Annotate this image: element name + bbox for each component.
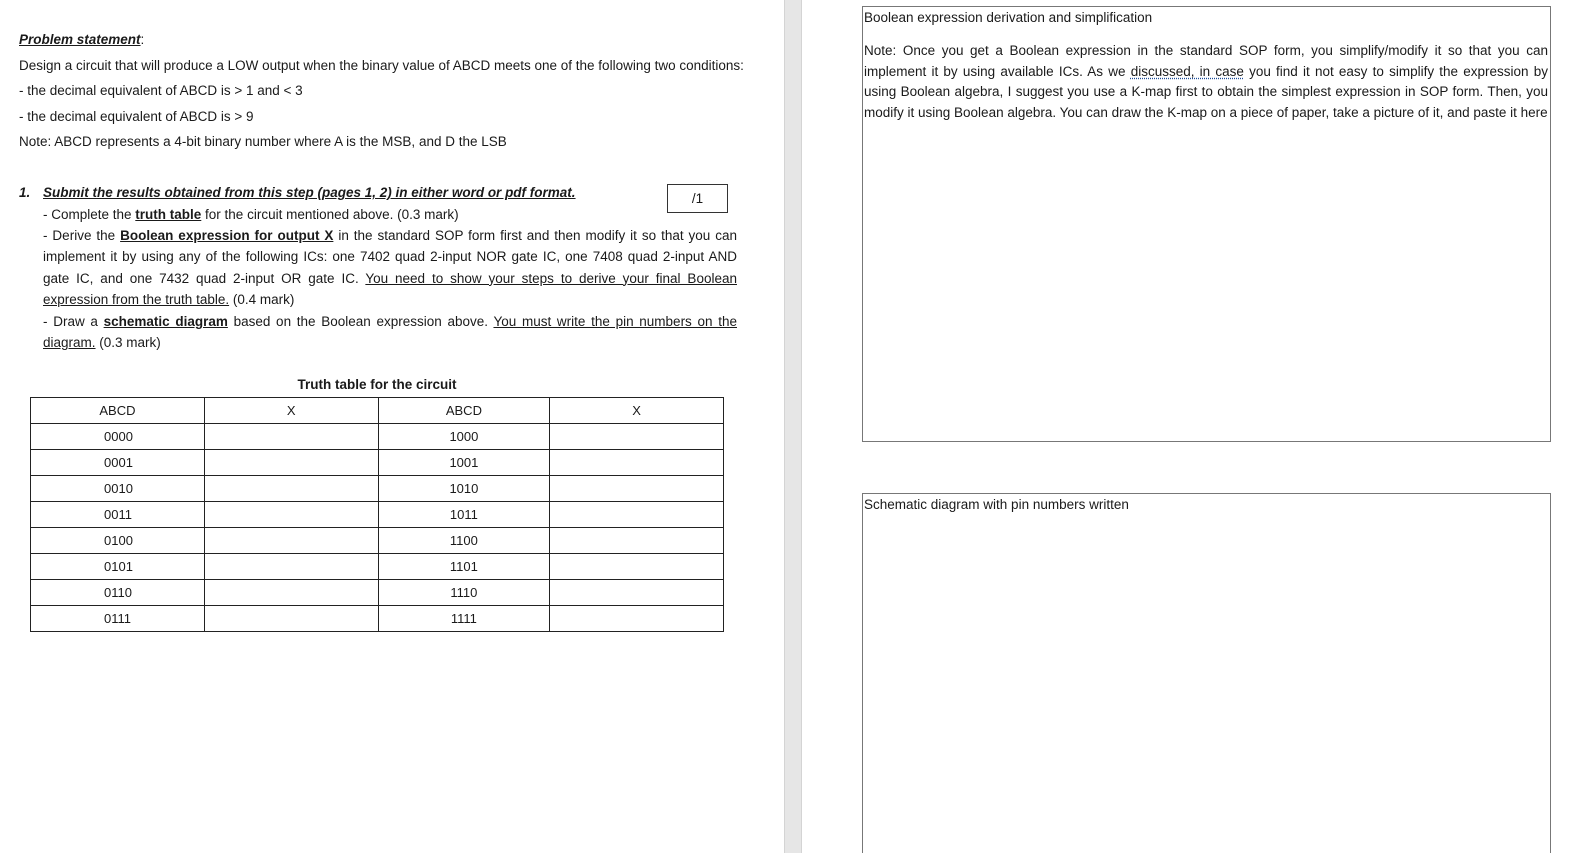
- abcd-cell: 0101: [31, 554, 205, 580]
- step-title: Submit the results obtained from this step (pages 1, 2) in either word or pdf format.: [43, 185, 576, 200]
- header-abcd-right: ABCD: [378, 398, 550, 424]
- abcd-cell: 1010: [378, 476, 550, 502]
- boolean-expression-term: Boolean expression for output X: [120, 228, 334, 243]
- schematic-diagram-title: Schematic diagram with pin numbers written: [864, 497, 1129, 512]
- boolean-derivation-box[interactable]: [862, 6, 1551, 442]
- derivation-requirement: You need to show your steps to derive your final Boolean expression from the truth table.: [43, 270, 737, 307]
- instruction-schematic: - Draw a schematic diagram based on the Boolean expression above. You must write the pin numbers on the diagram. (0.3 mark): [43, 314, 737, 351]
- schematic-diagram-box[interactable]: [862, 493, 1551, 853]
- table-row: [31, 476, 724, 502]
- spellcheck-flag: discussed, in case: [1130, 63, 1244, 79]
- schematic-term: schematic diagram: [103, 314, 228, 329]
- table-row: [31, 580, 724, 606]
- header-x-right: X: [550, 398, 724, 424]
- truth-table: [30, 397, 724, 632]
- abcd-cell: 0110: [31, 580, 205, 606]
- header-abcd-left: ABCD: [31, 398, 205, 424]
- x-output-cell[interactable]: [550, 476, 724, 502]
- abcd-cell: 1110: [378, 580, 550, 606]
- x-output-cell[interactable]: [550, 606, 724, 632]
- x-output-cell[interactable]: [550, 424, 724, 450]
- table-row: [31, 528, 724, 554]
- x-output-cell[interactable]: [550, 528, 724, 554]
- abcd-cell: 1001: [378, 450, 550, 476]
- x-output-cell[interactable]: [204, 450, 378, 476]
- x-output-cell[interactable]: [550, 554, 724, 580]
- abcd-cell: 1101: [378, 554, 550, 580]
- truth-table-header-row: [31, 398, 724, 424]
- abcd-cell: 1000: [378, 424, 550, 450]
- table-row: [31, 502, 724, 528]
- score-box: /1: [667, 184, 728, 213]
- table-row: [31, 554, 724, 580]
- table-row: [31, 606, 724, 632]
- x-output-cell[interactable]: [550, 580, 724, 606]
- abcd-cell: 0001: [31, 450, 205, 476]
- abcd-cell: 0111: [31, 606, 205, 632]
- abcd-cell: 0100: [31, 528, 205, 554]
- truth-table-term: truth table: [135, 207, 202, 222]
- condition-1: - the decimal equivalent of ABCD is > 1 and < 3: [19, 83, 303, 98]
- abcd-cell: 0011: [31, 502, 205, 528]
- problem-statement-heading: Problem statement:: [19, 32, 145, 47]
- truth-table-caption: Truth table for the circuit: [297, 377, 457, 392]
- x-output-cell[interactable]: [204, 606, 378, 632]
- x-output-cell[interactable]: [204, 476, 378, 502]
- boolean-derivation-title: Boolean expression derivation and simplification: [864, 10, 1153, 25]
- x-output-cell[interactable]: [550, 450, 724, 476]
- step-number: 1.: [19, 185, 31, 200]
- table-row: [31, 450, 724, 476]
- abcd-cell: 1100: [378, 528, 550, 554]
- x-output-cell[interactable]: [204, 502, 378, 528]
- header-x-left: X: [204, 398, 378, 424]
- problem-intro: Design a circuit that will produce a LOW output when the binary value of ABCD meets one of the following two conditions:: [19, 58, 744, 73]
- abcd-cell: 0000: [31, 424, 205, 450]
- instruction-truth-table: - Complete the truth table for the circuit mentioned above. (0.3 mark): [43, 207, 459, 222]
- problem-note: Note: ABCD represents a 4-bit binary number where A is the MSB, and D the LSB: [19, 134, 507, 149]
- document-page-left: [0, 0, 784, 853]
- x-output-cell[interactable]: [204, 554, 378, 580]
- boolean-derivation-note: Note: Once you get a Boolean expression in the standard SOP form, you simplify/modify it so that you can implement it by using available ICs. As we discussed, in case you find it not easy to simplify the expression by using Boolean algebra, I suggest you use a K-map first to obtain the simplest expression in SOP form. Then, you modify it using Boolean algebra. You can draw the K-map on a piece of paper, take a picture of it, and paste it here: [864, 43, 1548, 121]
- page-gutter: [784, 0, 802, 853]
- abcd-cell: 0010: [31, 476, 205, 502]
- instruction-boolean-expression: - Derive the Boolean expression for output X in the standard SOP form first and then modify it so that you can implement it by using any of the following ICs: one 7402 quad 2-input NOR gate IC, one 7408 quad 2-input AND gate IC, and one 7432 quad 2-input OR gate IC. You need to show your steps to derive your final Boolean expression from the truth table. (0.4 mark): [43, 228, 737, 307]
- pin-number-requirement: You must write the pin numbers on the diagram.: [43, 314, 737, 351]
- x-output-cell[interactable]: [204, 528, 378, 554]
- abcd-cell: 1011: [378, 502, 550, 528]
- condition-2: - the decimal equivalent of ABCD is > 9: [19, 109, 254, 124]
- abcd-cell: 1111: [378, 606, 550, 632]
- x-output-cell[interactable]: [204, 580, 378, 606]
- x-output-cell[interactable]: [550, 502, 724, 528]
- table-row: [31, 424, 724, 450]
- x-output-cell[interactable]: [204, 424, 378, 450]
